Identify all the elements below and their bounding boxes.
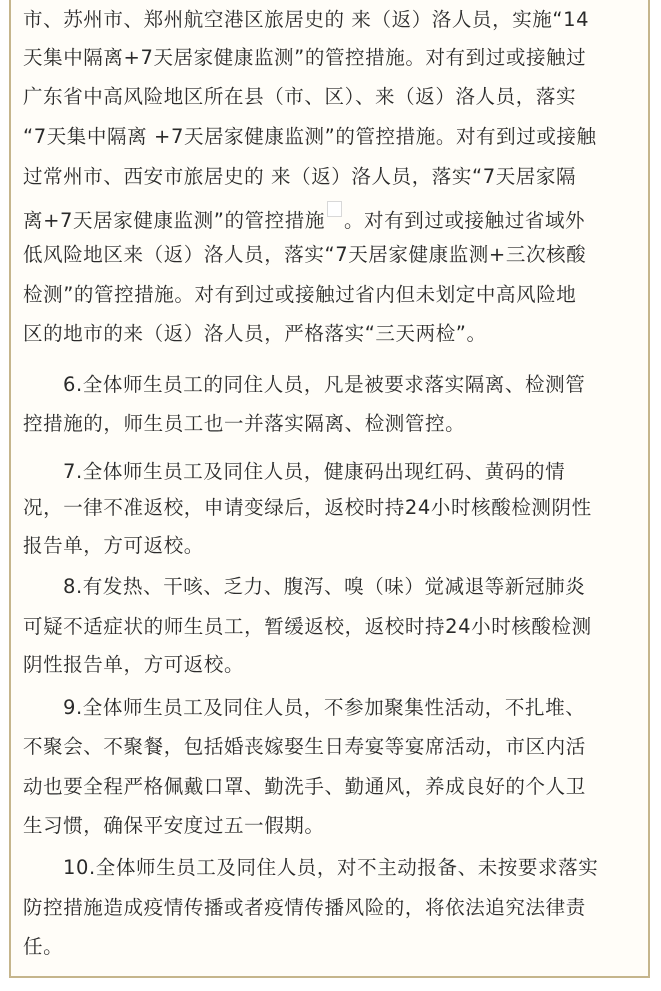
text-line: 任。	[23, 935, 64, 958]
text-line: 检测”的管控措施。对有到过或接触过省内但未划定中高风险地	[23, 283, 577, 306]
text-line: 生习惯，确保平安度过五一假期。	[23, 814, 325, 837]
text-line: 防控措施造成疫情传播或者疫情传播风险的，将依法追究法律责	[23, 896, 586, 919]
text-line: 可疑不适症状的师生员工，暂缓返校，返校时持24小时核酸检测	[23, 615, 592, 638]
text-line: 10.全体师生员工及同住人员，对不主动报备、未按要求落实	[63, 856, 599, 879]
text-line: 报告单，方可返校。	[23, 534, 204, 557]
text-line: 9.全体师生员工及同住人员，不参加聚集性活动，不扎堆、	[63, 696, 586, 719]
text-line: “7天集中隔离 +7天居家健康监测”的管控措施。对有到过或接触	[23, 125, 597, 148]
text-line: 6.全体师生员工的同住人员，凡是被要求落实隔离、检测管	[63, 373, 586, 396]
text-line: 低风险地区来（返）洛人员，落实“7天居家健康监测+三次核酸	[23, 243, 587, 266]
text-segment: 。对有到过或接触过省域外	[343, 209, 586, 232]
text-line: 况，一律不准返校，申请变绿后，返校时持24小时核酸检测阴性	[23, 496, 592, 519]
text-line: 动也要全程严格佩戴口罩、勤洗手、勤通风，养成良好的个人卫	[23, 775, 586, 798]
text-line: 天集中隔离+7天居家健康监测”的管控措施。对有到过或接触过	[23, 46, 587, 69]
text-line: 不聚会、不聚餐，包括婚丧嫁娶生日寿宴等宴席活动，市区内活	[23, 735, 586, 758]
text-line: 区的地市的来（返）洛人员，严格落实“三天两检”。	[23, 322, 487, 345]
text-line: 过常州市、西安市旅居史的 来（返）洛人员，落实“7天居家隔	[23, 165, 577, 188]
text-line: 7.全体师生员工及同住人员，健康码出现红码、黄码的情	[63, 460, 566, 483]
text-line: 控措施的，师生员工也一并落实隔离、检测管控。	[23, 412, 466, 435]
text-line: 8.有发热、干咳、乏力、腹泻、嗅（味）觉减退等新冠肺炎	[63, 575, 586, 598]
text-line: 市、苏州市、郑州航空港区旅居史的 来（返）洛人员，实施“14	[23, 8, 590, 31]
text-line-with-placeholder	[23, 201, 643, 231]
article-content-box	[9, 0, 650, 978]
text-line: 广东省中高风险地区所在县（市、区）、来（返）洛人员，落实	[23, 85, 577, 108]
broken-image-placeholder-icon	[327, 201, 342, 217]
text-line: 阴性报告单，方可返校。	[23, 653, 245, 676]
text-segment: 离+7天居家健康监测”的管控措施	[23, 209, 325, 232]
